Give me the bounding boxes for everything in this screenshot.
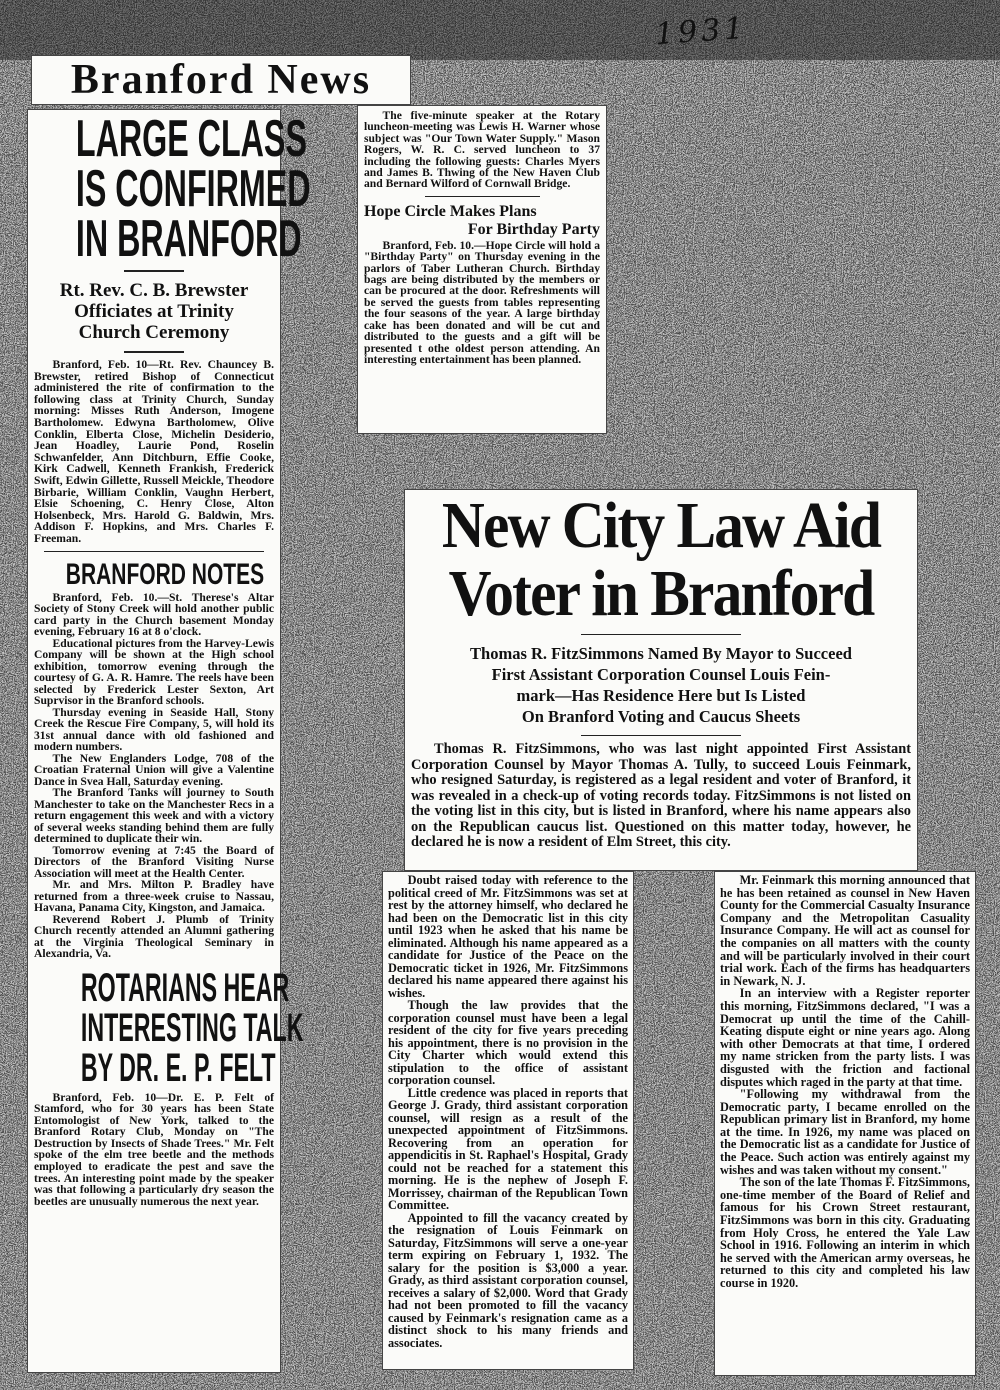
headline-line: New City Law Aid [441,489,881,562]
headline-line: IN BRANFORD [75,210,302,268]
paragraph: The five-minute speaker at the Rotary luncheon-meeting was Lewis H. Warner whose subject was "Our Town Water Supply." Mason Rogers, W. R. C. served luncheon to 37 including the following guests: Charles Myers and James B. Thwing of the New Haven Club and Bernard Wilford of Cornwall Bridge. [364,109,600,191]
headline-line: ROTARIANS HEAR [80,965,290,1010]
paragraph: Though the law provides that the corporation counsel must have been a legal resident of the city for five years preceding his appointment, there is no provision in the City Charter which would extend this stipulation to the office of assistant corporation counsel. [388,998,628,1087]
paragraph: The Branford Tanks will journey to South Manchester to take on the Manchester Recs in a return engagement this week and with a victory of several weeks standing behind them are fully determined to duplicate their win. [34,786,274,845]
notes-headline: BRANFORD NOTES [65,557,265,591]
law-aid-lede [405,742,917,851]
paragraph: Little credence was placed in reports that George J. Grady, third assistant corporation counsel, will resign as a result of the unexpected appointment of FitzSimmons. Recovering from an operation for appendicitis in St. Raphael's Hospital, Grady could not be reached for a statement this morning. He is the nephew of Joseph F. Morrissey, chairman of the Republican Town Committee. [388,1085,628,1212]
rotarians-headline [28,960,304,1090]
hope-circle-body [358,239,606,365]
paragraph: Mr. and Mrs. Milton P. Bradley have returned from a three-week cruise to Nassau, Havana, Panama City, Kingston, and Jamaica. [34,878,274,914]
headline-line: INTERESTING TALK [80,1005,304,1050]
headline-line: For Birthday Party [467,220,600,238]
headline-line: BY DR. E. P. FELT [80,1045,276,1090]
paragraph: Reverend Robert J. Plumb of Trinity Church recently attended an Alumni gathering at the Virginia Theological Seminary in Alexandria, Va. [34,912,274,960]
paragraph: Appointed to fill the vacancy created by the resignation of Louis Feinmark on Saturday, FitzSimmons will serve a one-year term expiring on February 1, 1932. The salary for the position is $3,000 a year. Grady, as third assistant corporation counsel, receives a salary of $2,000. Word that Grady had not been promoted to fill the vacancy caused by Feinmark's resignation came as a distinct shock to his many friends and associates. [388,1210,628,1350]
clipping-law-aid-column-1 [383,872,633,1369]
masthead-label [32,56,410,104]
headline-line: Voter in Branford [448,557,874,630]
paragraph: In an interview with a Register reporter this morning, FitzSimmons declared, "I was a Democrat up until the time of the Cahill-Keating dispute eight or nine years ago. Along with other Democrats at that time, I ordered my name stricken from the party lists. I was disgusted with the friction and factional disputes which raged in the party at that time. [720,986,970,1089]
deck-line: On Branford Voting and Caucus Sheets [521,707,801,726]
paragraph: The son of the late Thomas F. FitzSimmons, one-time member of the Board of Relief and famous for his Crown Street restaurant, FitzSimmons was born in this city. Graduating from Holy Cross, he entered the Yale Law School in 1916. Following an interim in which he served with the American army overseas, he returned to this city and completed his law course in 1920. [720,1175,970,1290]
paragraph: Thomas R. FitzSimmons, who was last night appointed First Assistant Corporation Counsel by Mayor Thomas A. Tully, to succeed Louis Feinmark, who resigned Saturday, is registered as a legal resident and voter of Branford, it was revealed in a check-up of voting records today. FitzSimmons is not listed on the voting list in this city, but is listed in Branford, where his name appears also on the Republican caucus list. Questioned on this matter today, however, he declared he is now a resident of Elm Street, this city. [411,741,911,850]
confirmation-subhead: Rt. Rev. C. B. Brewster Officiates at Trinity Church Ceremony [59,280,249,343]
clipping-hope-circle [358,106,606,433]
confirmation-body [28,359,280,545]
handwritten-year: 1931 [653,10,749,53]
paragraph: "Following my withdrawal from the Democratic party, I became enrolled on the Republican primary list in Branford, my home at the time. In 1926, my name was placed on the Democratic list as a candidate for Justice of the Peace. Such action was entirely against my wishes and was taken without my consent." [720,1087,970,1177]
headline-line: LARGE CLASS [75,110,307,168]
hope-circle-headline [358,203,606,239]
clipping-law-aid-column-2 [715,872,975,1375]
paragraph: Doubt raised today with reference to the political creed of Mr. FitzSimmons was set at rest by the attorney himself, who declared he had been on the Democratic list in this city until 1923 when he asked that his name be eliminated. Although his name appeared as a candidate for Justice of the Peace on the Democratic ticket in 1926, Mr. FitzSimmons declared his name appeared there against his wishes. [388,873,628,1000]
masthead-title: Branford News [70,57,372,103]
rotary-continuation [358,106,606,190]
law-aid-deck [405,643,917,727]
clipping-law-aid-lede [405,490,917,870]
paragraph: Branford, Feb. 10—Rt. Rev. Chauncey B. Brewster, retired Bishop of Connecticut administered the rite of confirmation to the following class at Trinity Church, Sunday morning: Misses Ruth Anderson, Imogene Bartholomew. Edwyna Bartholomew, Olive Conklin, Elberta Close, Michelin Desiderio, Jean Hoadley, Laurie Pond, Roselin Schwanfelder, Ann Ditchburn, Effie Cooke, Kirk Cadwell, Kenneth Frankish, Frederick Swift, Edwin Gillette, Russell Meickle, Theodore Birbarie, William Conklin, Vaughn Herbert, Elsie Schoening, C. Henry Close, Alton Holsenbeck, Mrs. Harold G. Baldwin, Mrs. Addison F. Hopkins, and Mrs. Charles F. Freeman. [34,358,274,545]
paragraph: Branford, Feb. 10—Dr. E. P. Felt of Stamford, who for 30 years has been State Entomologist of New York, talked to the Branford Rotary Club, Monday on "The Destruction by Insects of Shade Trees." Mr. Felt spoke of the elm tree beetle and the methods employed to eradicate the pest and save the trees. An interesting point made by the speaker was that following a particularly dry season the beetles are unusually numerous the next year. [34,1090,274,1208]
paragraph: Thursday evening in Seaside Hall, Stony Creek the Rescue Fire Company, 5, will hold its 31st annual dance with old fashioned and modern numbers. [34,705,274,753]
deck-line: Thomas R. FitzSimmons Named By Mayor to Succeed [470,644,852,663]
law-aid-column-1-body [383,872,633,1349]
rotarians-body [28,1088,280,1208]
paragraph: Mr. Feinmark this morning announced that he has been retained as counsel in New Haven County for the Commercial Casualty Insurance Company and the Metropolitan Casuality Insurance Company. He will act as counsel for the companies on all matters with the county and will be particularly involved in their court trial work. Each of the firms has headquarters in Newark, N. J. [720,873,970,988]
paragraph: Educational pictures from the Harvey-Lewis Company will be shown at the High school exhibition, tomorrow evening through the courtesy of G. A. R. Hamre. The reels have been selected by Frederick Lester Sexton, Art Suprvisor in the Branford schools. [34,636,274,707]
notes-body [28,592,280,960]
law-aid-column-2-body [715,872,975,1290]
confirmation-headline [28,110,311,268]
paragraph: Branford, Feb. 10.—Hope Circle will hold a "Birthday Party" on Thursday evening in the parlors of Taber Lutheran Church. Birthday bags are being distributed by the members or can be procured at the door. Refreshments will be served the guests from tables representing the four seasons of the year. A large birthday cake has been donated and will be cut and distributed to the guests and a gift will be presented t othe oldest person attending. An interesting entertainment has been planned. [364,238,600,366]
headline-line: IS CONFIRMED [75,160,311,218]
law-aid-headline [405,490,917,628]
deck-line: First Assistant Corporation Counsel Louis Fein- [491,665,831,684]
clipping-left-column [28,110,311,1372]
headline-line: Hope Circle Makes Plans [364,202,537,220]
paragraph: Branford, Feb. 10.—St. Therese's Altar Society of Stony Creek will hold another public card party in the Church basement Monday evening, February 16 at 8 o'clock. [34,590,274,638]
paragraph: The New Englanders Lodge, 708 of the Croatian Fraternal Union will give a Valentine Dance in Svea Hall, Saturday evening. [34,751,274,788]
deck-line: mark—Has Residence Here but Is Listed [516,686,806,705]
paragraph: Tomorrow evening at 7:45 the Board of Directors of the Branford Visiting Nurse Association will meet at the Health Center. [34,843,274,880]
